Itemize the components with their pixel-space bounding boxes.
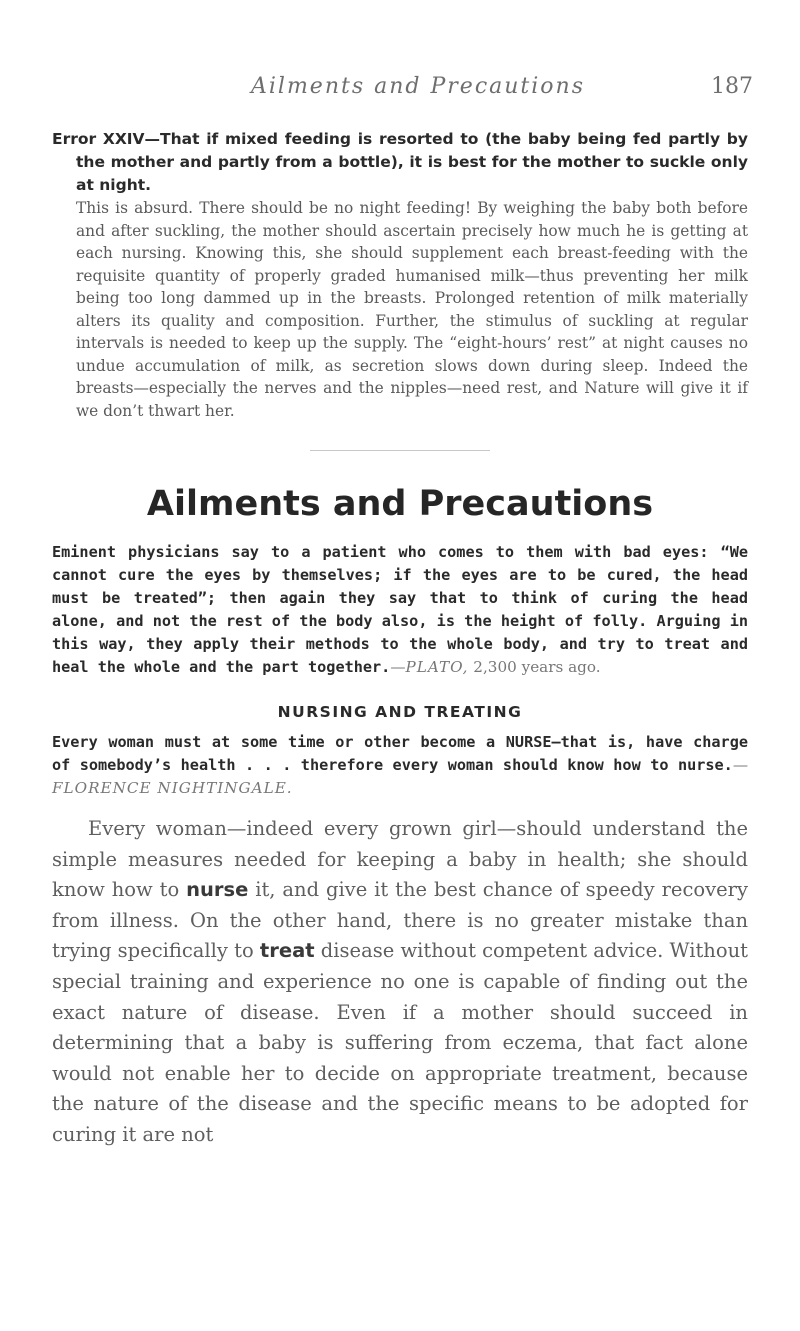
paragraph-part-1: Every woman—indeed every grown girl—should understand the simple measures needed for keeping a baby in health; she should know how to xyxy=(52,817,748,902)
epigraph-author: PLATO, xyxy=(405,658,469,676)
page-number: 187 xyxy=(711,74,753,99)
error-heading: Error XXIV—That if mixed feeding is resorted to (the baby being fed partly by the mother and partly from a bottle), it is best for the mother to suckle only at night. xyxy=(52,130,748,194)
emphasis-nurse: nurse xyxy=(186,878,249,902)
running-head xyxy=(0,74,800,114)
chapter-epigraph xyxy=(52,541,748,679)
nursing-heading: NURSING AND TREATING xyxy=(277,703,523,721)
nightingale-quote xyxy=(52,731,748,800)
paragraph-part-2: it, and give it the best chance of speedy recovery from illness. On the other hand, there is no greater mistake than trying specifically to xyxy=(52,878,748,963)
page-content xyxy=(52,128,748,1151)
nightingale-dash: — xyxy=(732,756,748,774)
running-title: Ailments and Precautions xyxy=(250,74,586,99)
emphasis-treat: treat xyxy=(259,939,315,963)
paragraph-part-3: disease without competent advice. Without special training and experience no one is capable of finding out the exact nature of disease. Even if a mother should succeed in determining that a baby is suffering from eczema, that fact alone would not enable her to decide on appropriate treatment, because the nature of the disease and the specific means to be adopted for curing it are not xyxy=(52,939,748,1146)
error-body: This is absurd. There should be no night feeding! By weighing the baby both before and after suckling, the mother should ascertain precisely how much he is getting at each nursing. Knowing this, she should supplement each breast-feeding with the requisite quantity of properly graded humanised milk—thus preventing her milk being too long dammed up in the breasts. Prolonged retention of milk materially alters its quality and composition. Further, the stimulus of suckling at regular intervals is needed to keep up the supply. The “eight-hours’ rest” at night causes no undue accumulation of milk, as secretion slows down during sleep. Indeed the breasts—especially the nerves and the nipples—need rest, and Nature will give it if we don’t thwart her. xyxy=(76,199,748,420)
nightingale-author: FLORENCE NIGHTINGALE. xyxy=(52,779,293,797)
epigraph-text: Eminent physicians say to a patient who comes to them with bad eyes: “We cannot cure the eyes by themselves; if the eyes are to be cured, the head must be treated”; then again they say that to think of curing the head alone, and not the rest of the body also, is the height of folly. Arguing in this way, they apply their methods to the whole body, and try to treat and heal the whole and the part together. xyxy=(52,543,748,676)
chapter-title: Ailments and Precautions xyxy=(146,484,654,524)
nursing-paragraph xyxy=(52,814,748,1151)
nightingale-quote-text: Every woman must at some time or other become a NURSE—that is, have charge of somebody’s health . . . therefore every woman should know how to nurse. xyxy=(52,733,748,774)
epigraph-note: 2,300 years ago. xyxy=(468,658,601,676)
section-divider xyxy=(310,450,490,451)
epigraph-dash: — xyxy=(390,658,406,676)
